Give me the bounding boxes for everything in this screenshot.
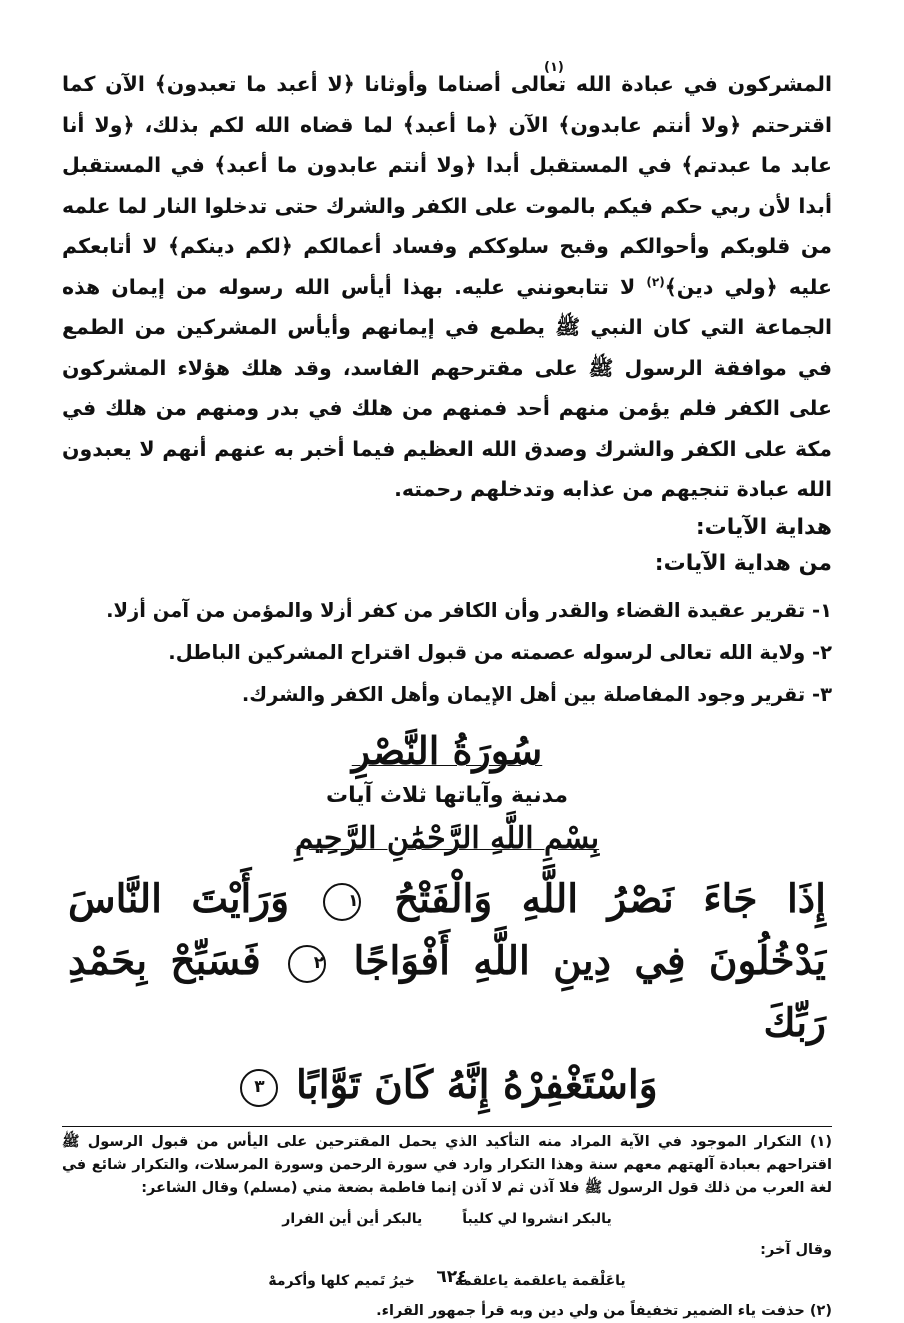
verse-text: إِذَا جَاءَ نَصْرُ اللَّهِ وَالْفَتْحُ xyxy=(393,875,826,922)
footnote-divider xyxy=(62,1126,832,1127)
commentary-line: عابدون﴾ الآن ﴿ما أعبد﴾ لما قضاه الله لكم بذلك، ﴿ولا أنا عابد ما عبدتم﴾ في المستقبل xyxy=(62,112,832,177)
basmala: بِسْمِ اللَّهِ الرَّحْمَٰنِ الرَّحِيمِ xyxy=(294,820,600,856)
page-content xyxy=(62,60,833,1323)
footnote-line: ﷺ فلا آذن ثم لا آذن إنما فاطمة بضعة مني (مسلم) وقال الشاعر: xyxy=(141,1179,603,1196)
footnotes xyxy=(62,1131,832,1323)
footnote-ref-2: (٢) xyxy=(646,274,665,289)
verse-number-marker: ٣ xyxy=(240,1069,278,1107)
other-poet-label: وقال آخر: xyxy=(760,1241,832,1258)
verse-number-marker: ٢ xyxy=(288,945,326,983)
commentary-line: دينكم﴾ لا أتابعكم عليه ﴿ولي دين﴾ xyxy=(62,234,832,299)
commentary-line: لا تتابعونني عليه. بهذا أيأس الله رسوله من إيمان هذه xyxy=(62,274,636,299)
list-item: ٢- ولاية الله تعالى لرسوله عصمته من قبول اقتراح المشركين الباطل. xyxy=(168,640,832,664)
footnote-2: (٢) حذفت ياء الضمير تخفيفاً من ولي دين وبه قرأ جمهور القراء. xyxy=(376,1302,832,1319)
section-title: من هداية الآيات: xyxy=(654,550,832,576)
page-number: ٦٢٤ xyxy=(436,1267,468,1287)
verse-line xyxy=(62,930,832,1054)
list-item: ١- تقرير عقيدة القضاء والقدر وأن الكافر من كفر أزلا والمؤمن من آمن أزلا. xyxy=(106,598,832,622)
footnote-line: (١) التكرار الموجود في الآية المراد منه التأكيد الذي يحمل المقترحين على اليأس من قبول الرسول ﷺ اقتراحهم بعبادة xyxy=(62,1133,832,1173)
commentary-line: عنهم أنهم لا يعبدون الله عبادة تنجيهم من عذابه وتدخلهم رحمته. xyxy=(62,436,832,501)
footnote-ref-1: (١) xyxy=(544,60,564,75)
section-title-faded: هداية الآيات: xyxy=(695,514,832,540)
poem-hemistich: ياعَلْقمة ياعلقمة ياعلقمة xyxy=(454,1272,626,1289)
quran-verses xyxy=(62,868,832,1116)
surah-name: سُورَةُ النَّصْرِ xyxy=(351,727,543,773)
poem-verse xyxy=(62,1204,832,1234)
commentary-line: ﷺ على مقترحهم الفاسد، وقد هلك هؤلاء المشركون على الكفر فلم يؤمن منهم أحد فمنهم xyxy=(62,355,832,420)
commentary-line: المشركون في عبادة الله تعالى أصناما وأوثانا ﴿لا أعبد ما تعبدون﴾ الآن كما اقترحتم ﴿ولا أنتم xyxy=(62,72,833,137)
footnote-line: آلهتهم معهم سنة وهذا التكرار وارد في سورة الرحمن وسورة المرسلات، والتكرار شائع في لغة العرب من ذلك قول الرسول xyxy=(62,1156,832,1196)
poem-hemistich: خيرُ تَميم كلها وأكرمهْ xyxy=(268,1272,415,1289)
verse-line xyxy=(62,868,832,930)
commentary-line: الجماعة التي كان النبي ﷺ يطمع في إيمانهم وأيأس المشركين من الطمع في موافقة الرسول xyxy=(62,315,833,380)
verse-text: وَاسْتَغْفِرْهُ إِنَّهُ كَانَ تَوَّابًا xyxy=(295,1061,658,1108)
commentary-line: من هلك في بدر ومنهم من هلك في مكة على الكفر والشرك وصدق الله العظيم فيما أخبر به xyxy=(62,396,832,461)
verse-text: وَرَأَيْتَ النَّاسَ xyxy=(68,875,290,922)
list-item: ٣- تقرير وجود المفاصلة بين أهل الإيمان وأهل الكفر والشرك. xyxy=(241,682,832,706)
commentary-paragraph xyxy=(62,64,832,510)
verse-text: يَدْخُلُونَ فِي دِينِ اللَّهِ أَفْوَاجًا xyxy=(353,937,826,984)
commentary-line: أبدا ﴿ولا أنتم عابدون ما أعبد﴾ في المستقبل أبدا لأن ربي حكم فيكم بالموت على الكفر xyxy=(62,153,832,218)
lessons-list xyxy=(62,590,832,716)
surah-subtitle: مدنية وآياتها ثلاث آيات xyxy=(326,782,568,808)
commentary-line: والشرك حتى تدخلوا النار لما علمه من قلوبكم وأحوالكم وقبح سلوككم وفساد أعمالكم ﴿لكم xyxy=(62,193,832,258)
footnote-1 xyxy=(62,1131,832,1200)
poem-hemistich: يالبكر انشروا لي كليباً xyxy=(462,1210,612,1227)
poem-hemistich: يالبكر أين أين الفرار xyxy=(282,1210,423,1227)
surah-header xyxy=(62,726,832,862)
verse-number-marker: ١ xyxy=(323,883,361,921)
verse-line xyxy=(62,1054,832,1116)
verse-text: فَسَبِّحْ بِحَمْدِ رَبِّكَ xyxy=(68,937,826,1046)
